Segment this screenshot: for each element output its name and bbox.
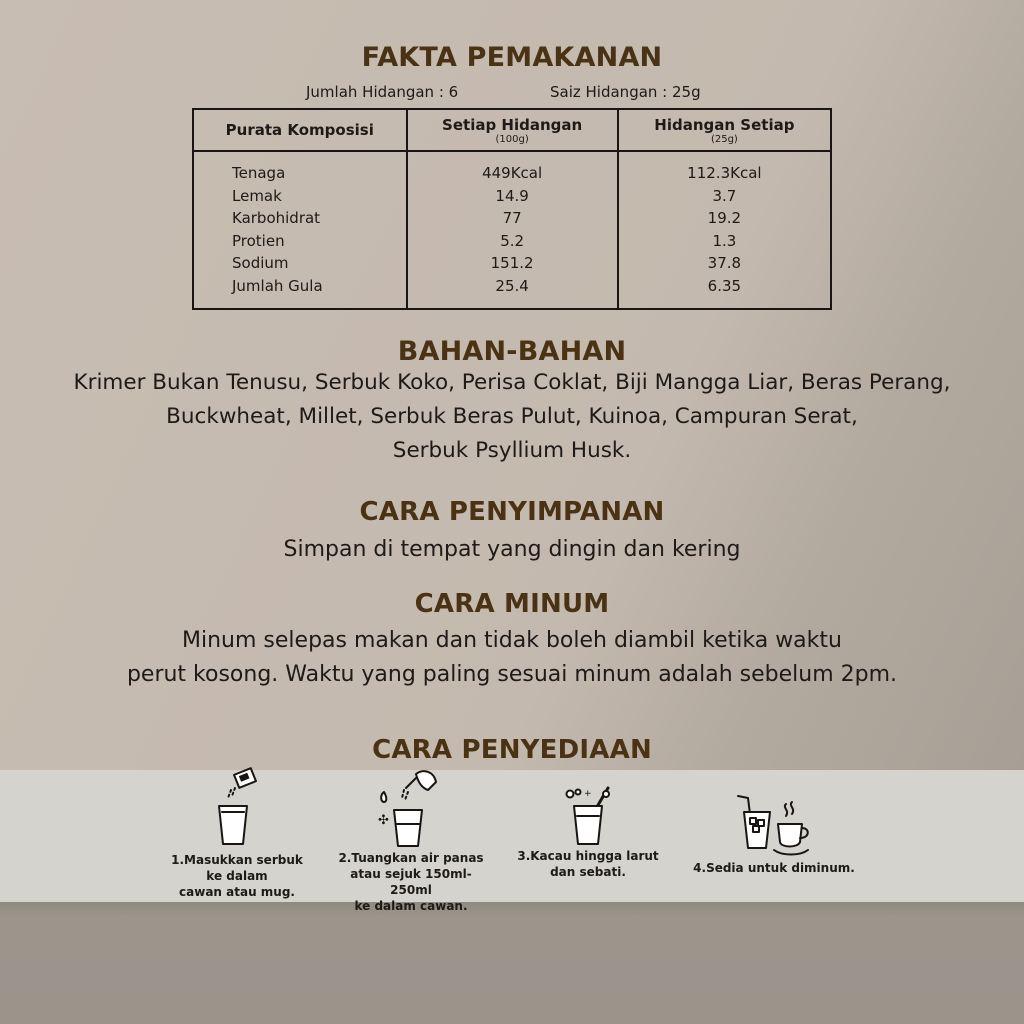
nutrition-table-header xyxy=(193,109,831,151)
nutrient-value: 19.2 xyxy=(707,209,742,227)
nutrient-name: Jumlah Gula xyxy=(232,276,323,295)
storage-text: Simpan di tempat yang dingin dan kering xyxy=(283,537,741,562)
nutrient-value: 151.2 xyxy=(490,254,534,272)
preparation-title: CARA PENYEDIAAN xyxy=(372,735,652,765)
nutrition-table xyxy=(192,108,832,310)
stir-glass-icon xyxy=(560,784,620,848)
values-per-25g xyxy=(618,151,831,309)
nutrient-value: 3.7 xyxy=(712,186,737,205)
nutrient-value: 77 xyxy=(502,209,522,227)
nutrient-value: 449Kcal xyxy=(482,164,543,182)
nutrient-name: Sodium xyxy=(232,254,289,272)
kettle-pour-icon xyxy=(372,766,444,848)
nutrient-name: Tenaga xyxy=(232,164,286,182)
drinking-line: Minum selepas makan dan tidak boleh diambil ketika waktu xyxy=(182,628,842,653)
storage-title: CARA PENYIMPANAN xyxy=(359,497,665,527)
ingredients-line: Buckwheat, Millet, Serbuk Beras Pulut, Kuinoa, Campuran Serat, xyxy=(166,404,858,429)
servings-count: Jumlah Hidangan : 6 xyxy=(306,83,459,101)
drinking-text xyxy=(0,624,1024,692)
drinking-line: perut kosong. Waktu yang paling sesuai minum adalah sebelum 2pm. xyxy=(126,662,898,687)
values-per-100g xyxy=(407,151,618,309)
header-per-100g: Setiap Hidangan (100g) xyxy=(407,109,618,151)
step-3-text: 3.Kacau hingga larut dan sebati. xyxy=(517,849,659,879)
header-composition: Purata Komposisi xyxy=(193,109,407,151)
nutrient-value: 37.8 xyxy=(707,254,742,272)
step-2-text: 2.Tuangkan air panas atau sejuk 150ml-250ml ke dalam cawan. xyxy=(338,851,484,913)
ingredients-text xyxy=(0,366,1024,468)
serving-size: Saiz Hidangan : 25g xyxy=(550,83,701,101)
nutrient-name: Lemak xyxy=(232,186,282,205)
ready-drinks-icon xyxy=(734,792,816,858)
svg-text:+: + xyxy=(584,789,592,799)
drinking-title: CARA MINUM xyxy=(414,589,610,619)
nutrient-name: Karbohidrat xyxy=(232,209,321,227)
background-lower xyxy=(0,902,1024,1024)
header-per-25g: Hidangan Setiap (25g) xyxy=(618,109,831,151)
nutrient-value: 1.3 xyxy=(712,231,737,250)
ingredients-line: Krimer Bukan Tenusu, Serbuk Koko, Perisa Coklat, Biji Mangga Liar, Beras Perang, xyxy=(73,370,951,395)
nutrition-table-body xyxy=(193,151,831,309)
nutrient-value: 6.35 xyxy=(707,276,742,295)
nutrient-names xyxy=(193,151,407,309)
svg-text:✣: ✣ xyxy=(378,813,389,828)
nutrient-name: Protien xyxy=(232,231,285,250)
nutrient-value: 25.4 xyxy=(495,276,529,295)
step-4-text: 4.Sedia untuk diminum. xyxy=(693,861,855,875)
background-preparation-strip xyxy=(0,770,1024,902)
ingredients-title: BAHAN-BAHAN xyxy=(397,336,627,367)
nutrient-value: 112.3Kcal xyxy=(687,164,762,182)
sachet-glass-icon xyxy=(210,766,270,848)
nutrient-value: 5.2 xyxy=(500,231,525,250)
ingredients-line: Serbuk Psyllium Husk. xyxy=(392,438,632,463)
nutrient-value: 14.9 xyxy=(495,186,529,205)
nutrition-title: FAKTA PEMAKANAN xyxy=(361,42,663,73)
step-1-text: 1.Masukkan serbuk ke dalam cawan atau mug. xyxy=(171,853,303,899)
